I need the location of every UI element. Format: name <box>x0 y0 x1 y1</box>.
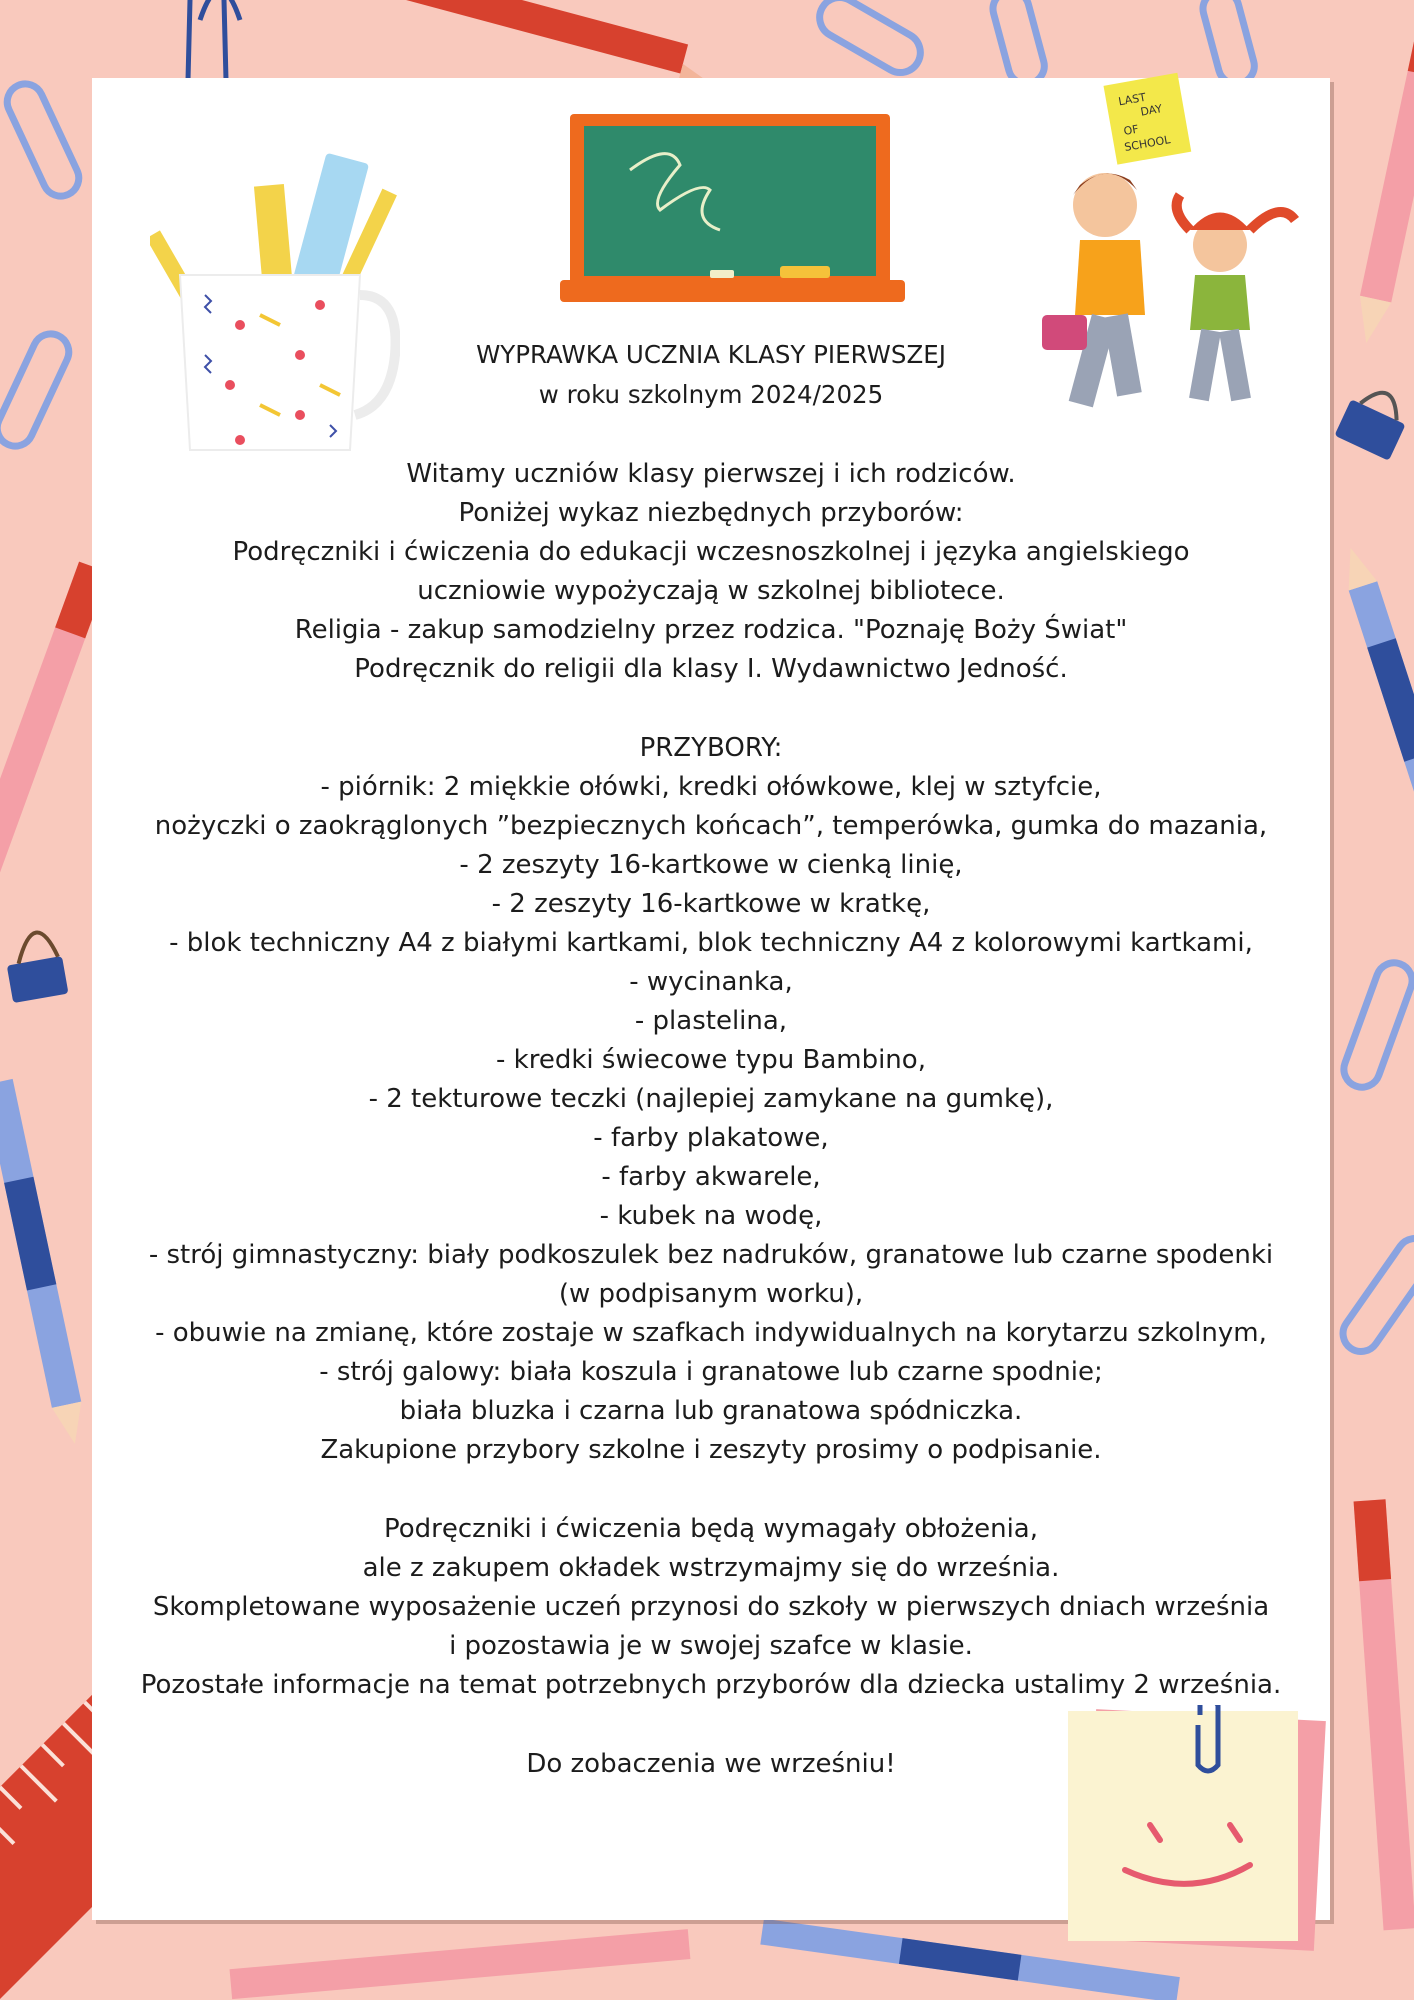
supply-item: - farby akwarele, <box>601 1162 821 1192</box>
pen-icon <box>0 1079 90 1447</box>
supply-item: - 2 tekturowe teczki (najlepiej zamykane na gumkę), <box>368 1084 1054 1114</box>
svg-text:SCHOOL: SCHOOL <box>1123 133 1172 155</box>
page-title <box>92 335 1330 415</box>
supply-item: - piórnik: 2 miękkie ołówki, kredki ołówkowe, klej w sztyfcie, <box>320 772 1102 802</box>
supply-item: - wycinanka, <box>629 967 793 997</box>
subtitle-line: w roku szkolnym 2024/2025 <box>538 380 884 409</box>
intro-paragraph <box>92 455 1330 689</box>
note-line: Podręczniki i ćwiczenia będą wymagały obłożenia, <box>384 1514 1038 1544</box>
supply-item: - kubek na wodę, <box>599 1201 823 1231</box>
supply-item: - plastelina, <box>634 1006 788 1036</box>
pencil-icon <box>230 1929 691 1999</box>
paperclip-icon <box>1339 958 1414 1092</box>
paperclip-icon <box>1 78 84 202</box>
intro-line: Religia - zakup samodzielny przez rodzica. "Poznaję Boży Świat" <box>294 615 1128 645</box>
note-line: i pozostawia je w swojej szafce w klasie. <box>449 1631 973 1661</box>
intro-line: Poniżej wykaz niezbędnych przyborów: <box>458 498 964 528</box>
paperclip-icon <box>812 0 927 80</box>
svg-text:OF: OF <box>1122 122 1140 138</box>
supply-item: Zakupione przybory szkolne i zeszyty prosimy o podpisanie. <box>320 1435 1102 1465</box>
svg-text:DAY: DAY <box>1139 102 1164 119</box>
supply-item: nożyczki o zaokrąglonych ”bezpiecznych końcach”, temperówka, gumka do mazania, <box>154 811 1268 841</box>
binder-clip-icon <box>2 929 69 1003</box>
intro-line: Podręczniki i ćwiczenia do edukacji wczesnoszkolnej i języka angielskiego <box>232 537 1190 567</box>
pencil-icon <box>1354 1499 1414 1930</box>
letter-content <box>92 335 1330 1784</box>
supply-item: - strój galowy: biała koszula i granatowe lub czarne spodnie; <box>319 1357 1103 1387</box>
intro-line: Witamy uczniów klasy pierwszej i ich rodziców. <box>406 459 1016 489</box>
intro-line: Podręcznik do religii dla klasy I. Wydawnictwo Jedność. <box>354 654 1068 684</box>
chalkboard-icon <box>560 110 905 310</box>
supply-item: - blok techniczny A4 z białymi kartkami, blok techniczny A4 z kolorowymi kartkami, <box>169 928 1253 958</box>
paperclip-icon <box>0 328 75 452</box>
supply-item: (w podpisanym worku), <box>558 1279 864 1309</box>
notes-paragraph <box>92 1510 1330 1705</box>
note-line: ale z zakupem okładek wstrzymajmy się do września. <box>362 1553 1060 1583</box>
supply-item: - kredki świecowe typu Bambino, <box>496 1045 926 1075</box>
supply-item: - obuwie na zmianę, które zostaje w szafkach indywidualnych na korytarzu szkolnym, <box>155 1318 1267 1348</box>
supplies-list <box>92 729 1330 1470</box>
note-line: Skompletowane wyposażenie uczeń przynosi do szkoły w pierwszych dniach września <box>152 1592 1270 1622</box>
supply-item: - farby plakatowe, <box>593 1123 829 1153</box>
title-line: WYPRAWKA UCZNIA KLASY PIERWSZEJ <box>476 340 946 369</box>
supply-item: - 2 zeszyty 16-kartkowe w cienką linię, <box>459 850 963 880</box>
supply-item: biała bluzka i czarna lub granatowa spódniczka. <box>399 1396 1023 1426</box>
paperclip-icon <box>1336 1231 1414 1358</box>
intro-line: uczniowie wypożyczają w szkolnej bibliotece. <box>417 576 1005 606</box>
supplies-heading: PRZYBORY: <box>639 733 783 763</box>
binder-clip-icon <box>1334 381 1414 461</box>
svg-text:LAST: LAST <box>1117 90 1147 109</box>
note-line: Pozostałe informacje na temat potrzebnych przyborów dla dziecka ustalimy 2 września. <box>140 1670 1282 1700</box>
supply-item: - 2 zeszyty 16-kartkowe w kratkę, <box>491 889 931 919</box>
closing-line: Do zobaczenia we wrześniu! <box>526 1749 896 1779</box>
pen-icon <box>1336 543 1414 933</box>
supply-item: - strój gimnastyczny: biały podkoszulek bez nadruków, granatowe lub czarne spodenki <box>148 1240 1274 1270</box>
pencil-icon <box>1351 2 1414 346</box>
